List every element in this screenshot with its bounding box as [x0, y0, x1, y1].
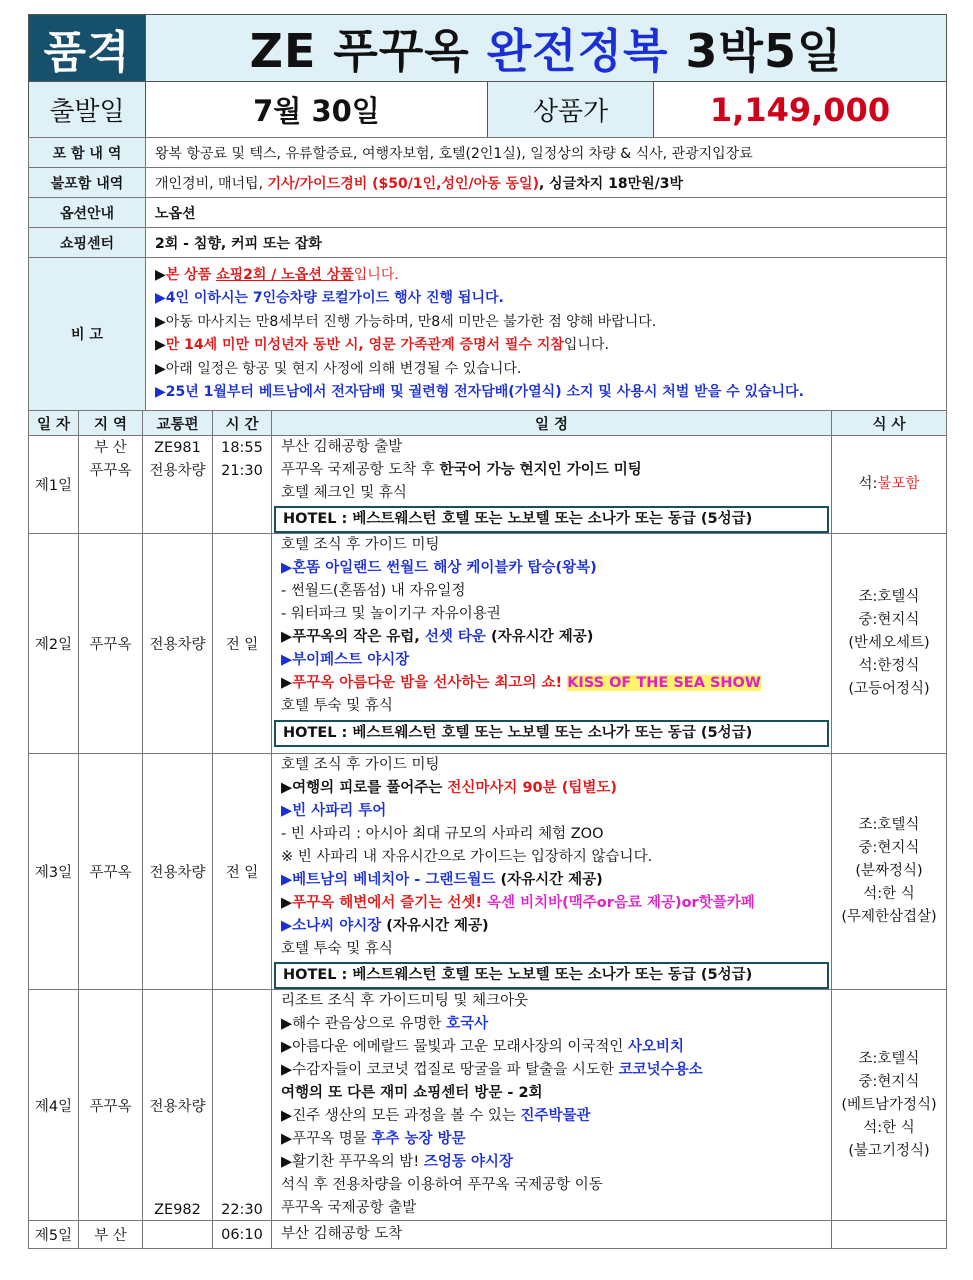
day-row-1 [29, 436, 947, 534]
note-item: ▶25년 1월부터 베트남에서 전자담배 및 궐련형 전자담배(가열식) 소지 및 사용시 처벌 받을 수 있습니다. [155, 384, 804, 401]
region-cell: 푸꾸옥 [79, 990, 143, 1221]
meal-cell: 조:호텔식 중:현지식 (반세오세트) 석:한정식 (고등어정식) [832, 534, 947, 754]
note-item: ▶아동 마사지는 만8세부터 진행 가능하며, 만8세 미만은 불가한 점 양해 바랍니다. [155, 313, 657, 330]
page-title: ZE 푸꾸옥 완전정복 3박5일 [146, 15, 947, 82]
region-cell: 부 산 푸꾸옥 [79, 436, 143, 534]
shopping-label: 쇼핑센터 [29, 228, 146, 258]
price-value: 1,149,000 [654, 82, 947, 138]
hotel-box: HOTEL : 베스트웨스턴 호텔 또는 노보텔 또는 소나가 또는 동급 (5성급) [274, 506, 829, 533]
col-transport: 교통편 [143, 411, 213, 436]
itinerary-cell: 부산 김해공항 도착 [272, 1221, 832, 1249]
itinerary-cell: 호텔 조식 후 가이드 미팅 ▶여행의 피로를 풀어주는 전신마사지 90분 (팁별도) ▶빈 사파리 투어 - 빈 사파리 : 아시아 최대 규모의 사파리 체험 ZOO ※ 빈 사파리 내 자유시간으로 가이드는 입장하지 않습니다. ▶베트남의 베네치아 - 그랜드월드 (자유시간 제공) ▶푸꾸옥 해변에서 즐기는 선셋! 옥센 비치바(맥주or음료 제공)or핫플카페 ▶소나씨 야시장 (자유시간 제공) 호텔 투숙 및 휴식 HOTEL : 베스트웨스턴 호텔 또는 노보텔 또는 소나가 또는 동급 (5성급) [272, 754, 832, 990]
departure-label: 출발일 [29, 82, 146, 138]
day-label: 제3일 [29, 754, 79, 990]
note-item: ▶본 상품 쇼핑2회 / 노옵션 상품입니다. [155, 267, 399, 283]
included-label: 포 함 내 역 [29, 138, 146, 168]
notes-list [146, 258, 947, 411]
itinerary-cell: 리조트 조식 후 가이드미팅 및 체크아웃 ▶해수 관음상으로 유명한 호국사 ▶아름다운 에메랄드 물빛과 고운 모래사장의 이국적인 사오비치 ▶수감자들이 코코넛 껍질로 땅굴을 파 탈출을 시도한 코코넛수용소 여행의 또 다른 재미 쇼핑센터 방문 - 2회 ▶진주 생산의 모든 과정을 볼 수 있는 진주박물관 ▶푸꾸옥 명물 후추 농장 방문 ▶활기찬 푸꾸옥의 밤! 즈엉동 야시장 석식 후 전용차량을 이용하여 푸꾸옥 국제공항 이동 푸꾸옥 국제공항 출발 [272, 990, 832, 1221]
schedule-table [28, 410, 947, 1249]
time-cell: 06:10 [213, 1221, 272, 1249]
info-table [28, 137, 947, 411]
day-row-3 [29, 754, 947, 990]
option-label: 옵션안내 [29, 198, 146, 228]
time-cell: 18:55 21:30 [213, 436, 272, 534]
itinerary-cell: 호텔 조식 후 가이드 미팅 ▶혼똠 아일랜드 썬월드 해상 케이블카 탑승(왕복) - 썬월드(혼똠섬) 내 자유일정 - 워터파크 및 놀이기구 자유이용권 ▶푸꾸옥의 작은 유럽, 선셋 타운 (자유시간 제공) ▶부이페스트 야시장 ▶푸꾸옥 아름다운 밤을 선사하는 최고의 쇼! KISS OF THE SEA SHOW 호텔 투숙 및 휴식 HOTEL : 베스트웨스턴 호텔 또는 노보텔 또는 소나가 또는 동급 (5성급) [272, 534, 832, 754]
day-label: 제4일 [29, 990, 79, 1221]
price-label: 상품가 [488, 82, 654, 138]
col-day: 일 자 [29, 411, 79, 436]
day-label: 제5일 [29, 1221, 79, 1249]
meal-cell [832, 1221, 947, 1249]
meal-cell: 조:호텔식 중:현지식 (분짜정식) 석:한 식 (무제한삼겹살) [832, 754, 947, 990]
day-row-4 [29, 990, 947, 1221]
col-time: 시 간 [213, 411, 272, 436]
option-value: 노옵션 [146, 198, 947, 228]
note-item: ▶4인 이하시는 7인승차량 로컬가이드 행사 진행 됩니다. [155, 290, 504, 307]
region-cell: 푸꾸옥 [79, 534, 143, 754]
grade-badge: 품격 [29, 15, 146, 82]
departure-price-table [28, 81, 947, 138]
itinerary-cell: 부산 김해공항 출발 푸꾸옥 국제공항 도착 후 한국어 가능 현지인 가이드 미팅 호텔 체크인 및 휴식 HOTEL : 베스트웨스턴 호텔 또는 노보텔 또는 소나가 또는 동급 (5성급) [272, 436, 832, 534]
time-cell: 전 일 [213, 534, 272, 754]
day-row-5 [29, 1221, 947, 1249]
col-meal: 식 사 [832, 411, 947, 436]
transport-cell: 전용차량 [143, 754, 213, 990]
hotel-box: HOTEL : 베스트웨스턴 호텔 또는 노보텔 또는 소나가 또는 동급 (5성급) [274, 720, 829, 747]
departure-date: 7월 30일 [146, 82, 488, 138]
region-cell: 푸꾸옥 [79, 754, 143, 990]
note-item: ▶아래 일정은 항공 및 현지 사정에 의해 변경될 수 있습니다. [155, 360, 522, 377]
transport-cell: 전용차량 ZE982 [143, 990, 213, 1221]
itinerary-sheet [28, 14, 946, 1249]
excluded-value: 개인경비, 매너팁, 기사/가이드경비 ($50/1인,성인/아동 동일), 싱글차지 18만원/3박 [146, 168, 947, 198]
note-item: ▶만 14세 미만 미성년자 동반 시, 영문 가족관계 증명서 필수 지참입니다. [155, 337, 609, 354]
meal-cell: 석:불포함 [832, 436, 947, 534]
meal-cell: 조:호텔식 중:현지식 (베트남가정식) 석:한 식 (불고기정식) [832, 990, 947, 1221]
title-table [28, 14, 947, 82]
day-label: 제1일 [29, 436, 79, 534]
schedule-header-row [29, 411, 947, 436]
time-cell: 22:30 [213, 990, 272, 1221]
notes-label: 비 고 [29, 258, 146, 411]
hotel-box: HOTEL : 베스트웨스턴 호텔 또는 노보텔 또는 소나가 또는 동급 (5성급) [274, 962, 829, 989]
day-label: 제2일 [29, 534, 79, 754]
transport-cell: ZE981 전용차량 [143, 436, 213, 534]
included-value: 왕복 항공료 및 텍스, 유류할증료, 여행자보험, 호텔(2인1실), 일정상의 차량 & 식사, 관광지입장료 [146, 138, 947, 168]
shopping-value: 2회 - 침향, 커피 또는 잡화 [146, 228, 947, 258]
transport-cell [143, 1221, 213, 1249]
col-region: 지 역 [79, 411, 143, 436]
time-cell: 전 일 [213, 754, 272, 990]
day-row-2 [29, 534, 947, 754]
region-cell: 부 산 [79, 1221, 143, 1249]
transport-cell: 전용차량 [143, 534, 213, 754]
excluded-label: 불포함 내역 [29, 168, 146, 198]
col-itinerary: 일 정 [272, 411, 832, 436]
